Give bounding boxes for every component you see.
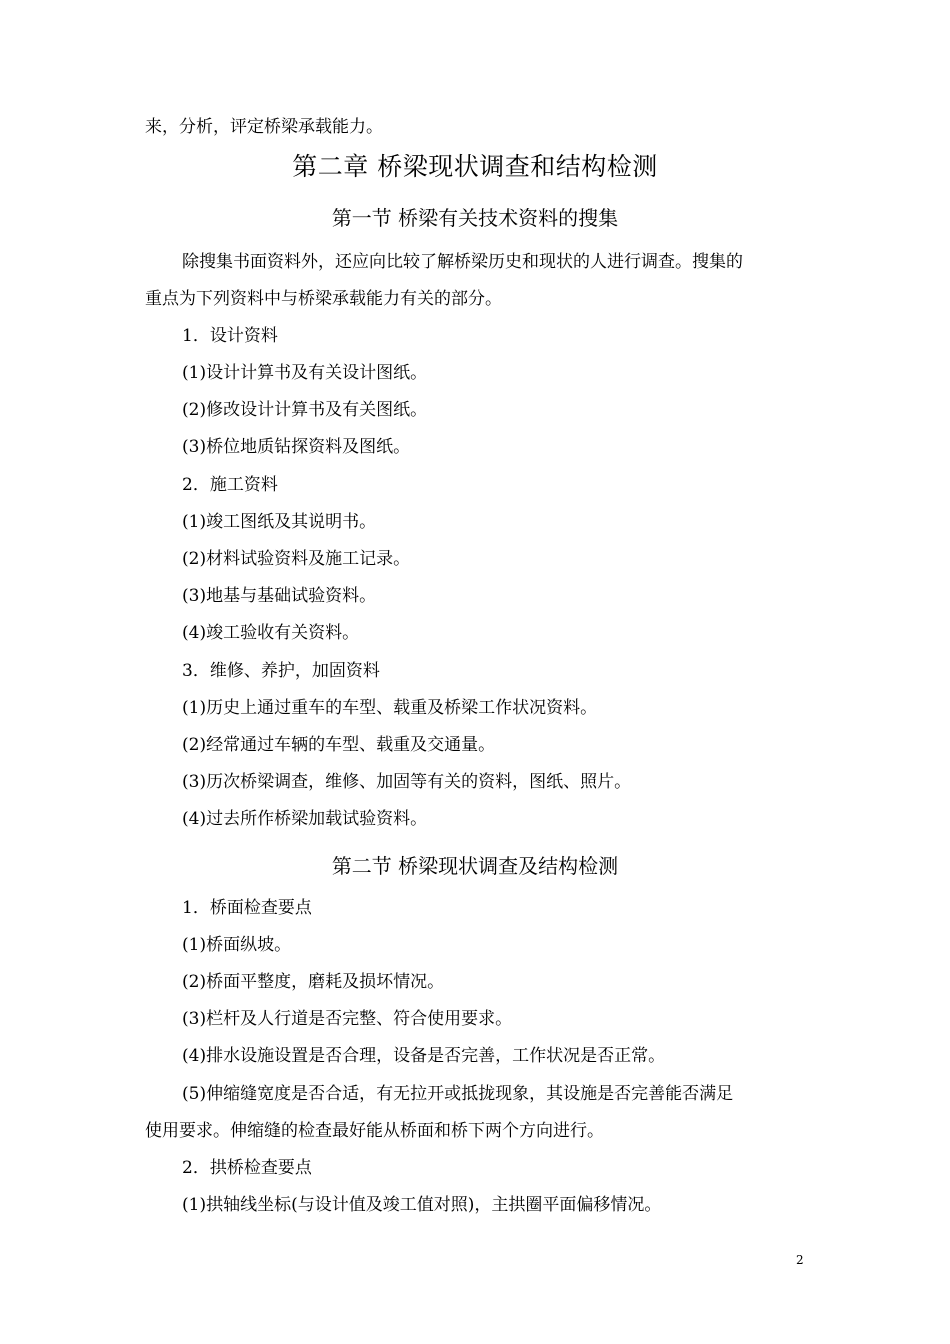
section1-para-line2: 重点为下列资料中与桥梁承载能力有关的部分。 bbox=[145, 289, 502, 309]
list-item: (3)历次桥梁调查，维修、加固等有关的资料，图纸、照片。 bbox=[182, 772, 632, 792]
list-item: (4)过去所作桥梁加载试验资料。 bbox=[182, 809, 428, 829]
list-item: (2)经常通过车辆的车型、载重及交通量。 bbox=[182, 735, 496, 755]
page-number: 2 bbox=[796, 1253, 804, 1267]
section2-title: 第二节 桥梁现状调查及结构检测 bbox=[331, 854, 619, 878]
list-item: (4)竣工验收有关资料。 bbox=[182, 623, 360, 643]
list-item: (2)桥面平整度，磨耗及损坏情况。 bbox=[182, 972, 445, 992]
list-item: (1)拱轴线坐标(与设计值及竣工值对照)，主拱圈平面偏移情况。 bbox=[182, 1195, 662, 1215]
list-item: 1．设计资料 bbox=[182, 326, 278, 346]
wrap-line: 使用要求。伸缩缝的检查最好能从桥面和桥下两个方向进行。 bbox=[145, 1121, 604, 1141]
section1-title: 第一节 桥梁有关技术资料的搜集 bbox=[331, 206, 619, 230]
intro-line: 来，分析，评定桥梁承载能力。 bbox=[145, 117, 383, 137]
list-item: (2)材料试验资料及施工记录。 bbox=[182, 549, 411, 569]
list-item: (1)历史上通过重车的车型、载重及桥梁工作状况资料。 bbox=[182, 698, 598, 718]
list-item: (5)伸缩缝宽度是否合适，有无拉开或抵拢现象，其设施是否完善能否满足 bbox=[182, 1084, 734, 1104]
list-item: (1)竣工图纸及其说明书。 bbox=[182, 512, 377, 532]
list-item: 3．维修、养护，加固资料 bbox=[182, 661, 380, 681]
section1-para-line1: 除搜集书面资料外，还应向比较了解桥梁历史和现状的人进行调查。搜集的 bbox=[182, 252, 743, 272]
list-item: (1)设计计算书及有关设计图纸。 bbox=[182, 363, 428, 383]
list-item: 2．拱桥检查要点 bbox=[182, 1158, 312, 1178]
list-item: (1)桥面纵坡。 bbox=[182, 935, 292, 955]
chapter-title: 第二章 桥梁现状调查和结构检测 bbox=[292, 152, 658, 181]
list-item: (3)桥位地质钻探资料及图纸。 bbox=[182, 437, 411, 457]
list-item: (2)修改设计计算书及有关图纸。 bbox=[182, 400, 428, 420]
list-item: 1．桥面检查要点 bbox=[182, 898, 312, 918]
list-item: 2．施工资料 bbox=[182, 475, 278, 495]
list-item: (3)地基与基础试验资料。 bbox=[182, 586, 377, 606]
list-item: (4)排水设施设置是否合理，设备是否完善，工作状况是否正常。 bbox=[182, 1046, 666, 1066]
list-item: (3)栏杆及人行道是否完整、符合使用要求。 bbox=[182, 1009, 513, 1029]
